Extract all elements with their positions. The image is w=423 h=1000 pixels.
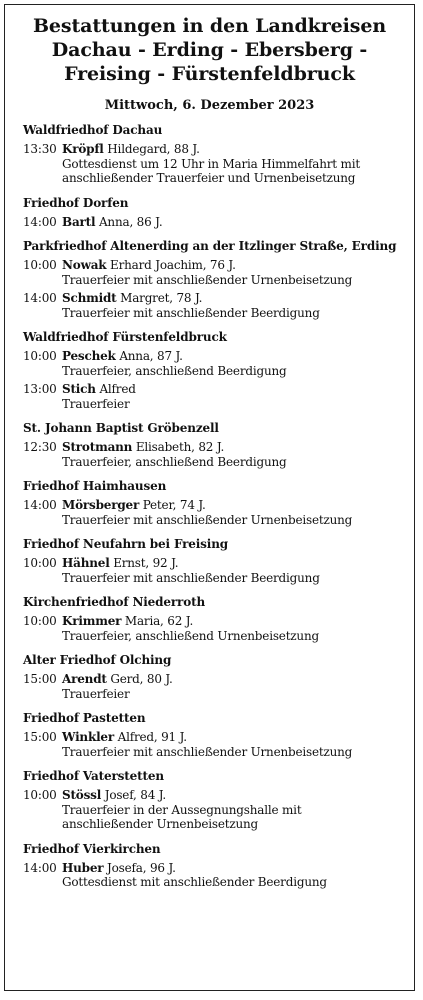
entry-details: Josefa, 96 J. [107, 860, 176, 875]
cemetery-name: Friedhof Vaterstetten [23, 769, 164, 783]
entry-time: 14:00 [23, 214, 57, 229]
entry-details: Alfred, 91 J. [117, 730, 187, 744]
entry-time: 15:00 [23, 672, 57, 686]
entry-surname: Mörsberger [62, 498, 140, 512]
cemetery-name: Friedhof Dorfen [23, 195, 129, 210]
funeral-entry [23, 614, 404, 643]
entry-details: Anna, 86 J. [98, 214, 163, 229]
entry-time: 10:00 [23, 556, 57, 570]
cemetery-name: Alter Friedhof Olching [23, 653, 172, 667]
funeral-entry [23, 861, 404, 890]
cemetery-name: Friedhof Haimhausen [23, 479, 167, 493]
entry-ceremony: Trauerfeier, anschließend Beerdigung [62, 363, 287, 378]
title-line: Bestattungen in den Landkreisen [32, 15, 387, 37]
cemetery-section [5, 123, 414, 186]
entry-details: Hildegard, 88 J. [107, 142, 200, 156]
entry-headline [23, 291, 404, 306]
entry-ceremony: Gottesdienst mit anschließender Beerdigung [62, 875, 327, 889]
entry-time: 14:00 [23, 291, 57, 305]
title-line: Freising - Fürstenfeldbruck [64, 63, 355, 85]
entry-surname: Kröpfl [62, 142, 104, 156]
funeral-entry [23, 215, 404, 230]
entry-headline [23, 215, 404, 230]
entry-ceremony: Trauerfeier mit anschließender Beerdigung [62, 570, 320, 585]
entry-headline [23, 861, 404, 876]
cemetery-name: St. Johann Baptist Gröbenzell [23, 421, 219, 435]
entry-headline [23, 142, 404, 157]
entry-surname: Hähnel [62, 556, 110, 570]
entry-ceremony: Trauerfeier mit anschließender Urnenbeisetzung [62, 272, 353, 287]
funeral-entry [23, 258, 404, 287]
cemetery-section [5, 196, 414, 230]
entry-details: Alfred [99, 382, 136, 396]
entry-ceremony: Trauerfeier mit anschließender Urnenbeisetzung [62, 744, 353, 759]
cemetery-name: Friedhof Pastetten [23, 711, 146, 725]
funeral-entry [23, 730, 404, 759]
cemetery-list [5, 123, 414, 890]
entry-surname: Winkler [62, 730, 114, 744]
cemetery-name: Waldfriedhof Fürstenfeldbruck [23, 330, 227, 344]
cemetery-name: Friedhof Vierkirchen [23, 841, 161, 856]
entry-details: Josef, 84 J. [104, 788, 167, 802]
entry-surname: Arendt [62, 672, 107, 686]
cemetery-section [5, 711, 414, 759]
entry-details: Gerd, 80 J. [110, 672, 173, 686]
cemetery-section [5, 479, 414, 527]
entry-headline [23, 614, 404, 629]
entry-headline [23, 440, 404, 455]
entry-headline [23, 258, 404, 273]
entry-surname: Strotmann [62, 440, 133, 454]
funeral-entry [23, 556, 404, 585]
entry-details: Ernst, 92 J. [113, 556, 179, 570]
entry-time: 13:00 [23, 382, 57, 396]
cemetery-name: Waldfriedhof Dachau [23, 123, 163, 137]
funeral-entry [23, 291, 404, 320]
funeral-entry [23, 382, 404, 411]
entry-details: Elisabeth, 82 J. [135, 440, 225, 454]
entry-headline [23, 672, 404, 687]
page-title [5, 14, 414, 86]
entry-details: Erhard Joachim, 76 J. [110, 258, 236, 272]
entry-details: Anna, 87 J. [119, 349, 183, 363]
entry-ceremony: anschließender Trauerfeier und Urnenbeisetzung [62, 171, 356, 185]
entry-headline [23, 349, 404, 364]
entry-ceremony: Gottesdienst um 12 Uhr in Maria Himmelfahrt mit [62, 156, 360, 171]
cemetery-section [5, 239, 414, 320]
entry-time: 10:00 [23, 258, 57, 272]
entry-details: Peter, 74 J. [142, 498, 206, 512]
entry-details: Margret, 78 J. [120, 291, 203, 305]
cemetery-section [5, 421, 414, 469]
entry-time: 10:00 [23, 788, 57, 802]
funeral-entry [23, 788, 404, 832]
entry-surname: Peschek [62, 349, 116, 363]
entry-ceremony: Trauerfeier in der Aussegnungshalle mit [62, 802, 302, 817]
entry-time: 13:30 [23, 142, 57, 156]
cemetery-section [5, 842, 414, 890]
entry-time: 12:30 [23, 440, 57, 454]
entry-time: 15:00 [23, 730, 57, 744]
entry-surname: Stich [62, 382, 96, 396]
entry-headline [23, 730, 404, 745]
entry-headline [23, 788, 404, 803]
entry-surname: Nowak [62, 258, 107, 272]
entry-time: 10:00 [23, 614, 57, 628]
entry-headline [23, 556, 404, 571]
entry-ceremony: Trauerfeier mit anschließender Beerdigung [62, 305, 320, 320]
entry-surname: Stössl [62, 788, 102, 802]
entry-ceremony: Trauerfeier, anschließend Urnenbeisetzung [62, 628, 319, 643]
cemetery-section [5, 595, 414, 643]
entry-headline [23, 382, 404, 397]
entry-time: 10:00 [23, 349, 57, 363]
entry-ceremony: anschließender Urnenbeisetzung [62, 817, 259, 831]
entry-surname: Huber [62, 860, 104, 875]
funeral-entry [23, 498, 404, 527]
entry-details: Maria, 62 J. [124, 614, 194, 628]
entry-ceremony: Trauerfeier [62, 686, 130, 701]
cemetery-section [5, 769, 414, 832]
entry-time: 14:00 [23, 860, 57, 875]
funeral-entry [23, 672, 404, 701]
entry-headline [23, 498, 404, 513]
entry-ceremony: Trauerfeier, anschließend Beerdigung [62, 454, 287, 469]
entry-surname: Krimmer [62, 614, 122, 628]
funeral-notice-page [4, 4, 415, 991]
entry-ceremony: Trauerfeier mit anschließender Urnenbeisetzung [62, 512, 353, 527]
cemetery-name: Parkfriedhof Altenerding an der Itzlinger Straße, Erding [23, 239, 397, 253]
entry-time: 14:00 [23, 498, 57, 512]
entry-ceremony: Trauerfeier [62, 396, 130, 411]
funeral-entry [23, 349, 404, 378]
funeral-entry [23, 440, 404, 469]
cemetery-section [5, 330, 414, 411]
entry-surname: Bartl [62, 214, 96, 229]
cemetery-name: Friedhof Neufahrn bei Freising [23, 537, 229, 551]
title-line: Dachau - Erding - Ebersberg - [51, 39, 368, 61]
date-line: Mittwoch, 6. Dezember 2023 [104, 98, 315, 113]
funeral-entry [23, 142, 404, 186]
entry-surname: Schmidt [62, 291, 117, 305]
cemetery-name: Kirchenfriedhof Niederroth [23, 595, 206, 609]
cemetery-section [5, 537, 414, 585]
cemetery-section [5, 653, 414, 701]
